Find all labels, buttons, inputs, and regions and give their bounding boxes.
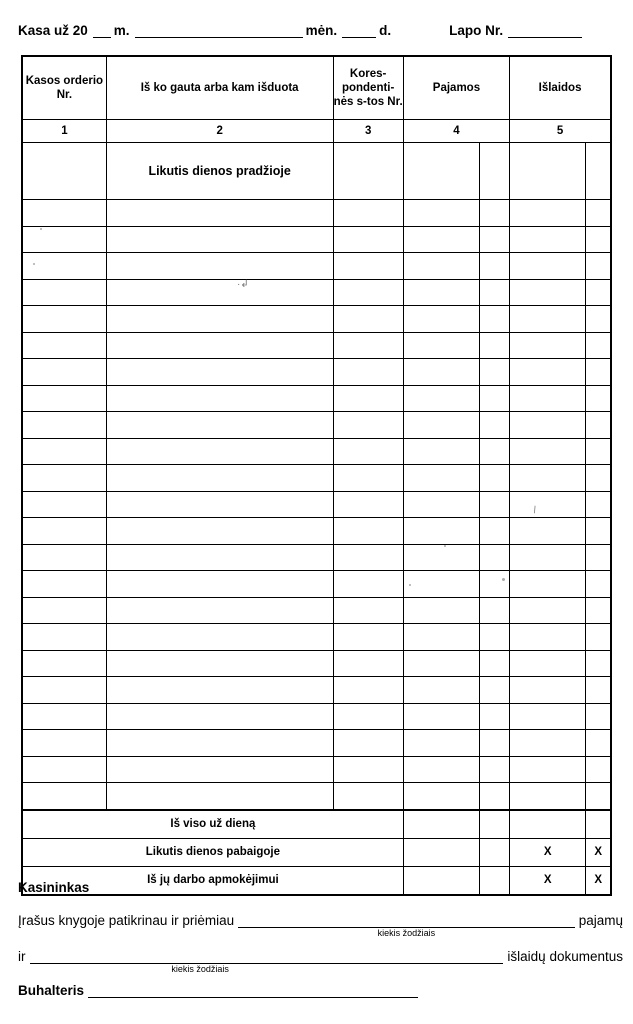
cell-pajamos[interactable] xyxy=(403,756,479,783)
cell-islaidos-cents[interactable] xyxy=(586,306,611,333)
islaidu-dokumentus-label: išlaidų dokumentus xyxy=(507,949,623,964)
col-number-3: 3 xyxy=(333,120,403,143)
lapo-nr-blank[interactable] xyxy=(508,24,582,38)
cell-islaidos-cents[interactable] xyxy=(586,730,611,757)
cell-pajamos-cents[interactable] xyxy=(480,438,510,465)
cell-pajamos[interactable] xyxy=(403,332,479,359)
cell-islaidos[interactable] xyxy=(510,650,586,677)
cell-orderio-nr[interactable] xyxy=(22,518,106,545)
footer-row-buhalteris xyxy=(18,983,623,998)
cell-pajamos[interactable] xyxy=(403,465,479,492)
cell-pajamos-cents[interactable] xyxy=(480,703,510,730)
cell-pajamos-cents[interactable] xyxy=(480,597,510,624)
table-row[interactable] xyxy=(22,756,611,783)
lapo-nr-label: Lapo Nr. xyxy=(449,23,504,38)
cell-orderio-nr[interactable] xyxy=(22,359,106,386)
summary-islaidos[interactable] xyxy=(510,810,586,839)
cell-pajamos[interactable] xyxy=(403,518,479,545)
cell-islaidos[interactable] xyxy=(510,412,586,439)
kasa-uz-label: Kasa už 20 xyxy=(18,23,88,38)
scan-speck xyxy=(444,545,446,547)
ir-label: ir xyxy=(18,949,26,964)
cell-orderio-nr[interactable] xyxy=(22,650,106,677)
pajamu-count-blank[interactable] xyxy=(238,914,575,938)
cell-pajamos[interactable] xyxy=(403,544,479,571)
pajamu-label: pajamų xyxy=(578,913,623,928)
table-row[interactable] xyxy=(22,730,611,757)
cell-islaidos[interactable] xyxy=(510,703,586,730)
cell-korespondentine[interactable] xyxy=(333,226,403,253)
faint-pencil-mark: \ xyxy=(531,504,538,517)
cell-pajamos-cents[interactable] xyxy=(480,200,510,227)
footer-row-ir xyxy=(18,949,623,974)
cell-description[interactable] xyxy=(106,465,333,492)
col-number-5: 5 xyxy=(510,120,611,143)
cell-islaidos-cents[interactable] xyxy=(586,332,611,359)
cell-pajamos[interactable] xyxy=(403,730,479,757)
faint-pencil-mark: ·↲ xyxy=(237,279,249,290)
cell-islaidos[interactable] xyxy=(510,143,586,200)
cell-description[interactable] xyxy=(106,200,333,227)
col-number-4: 4 xyxy=(403,120,509,143)
scan-speck xyxy=(33,263,35,265)
table-row[interactable] xyxy=(22,544,611,571)
cell-pajamos[interactable] xyxy=(403,226,479,253)
cell-description[interactable] xyxy=(106,571,333,598)
likutis-dienos-pradzioje-label: Likutis dienos pradžioje xyxy=(148,164,291,178)
cell-islaidos-cents[interactable] xyxy=(586,253,611,280)
cell-pajamos[interactable] xyxy=(403,385,479,412)
cell-islaidos-cents[interactable] xyxy=(586,703,611,730)
cell-islaidos-cents[interactable] xyxy=(586,200,611,227)
table-row[interactable] xyxy=(22,279,611,306)
cell-korespondentine[interactable] xyxy=(333,279,403,306)
cell-islaidos[interactable] xyxy=(510,200,586,227)
table-row[interactable] xyxy=(22,677,611,704)
cell-orderio-nr[interactable] xyxy=(22,624,106,651)
cell-islaidos-cents[interactable] xyxy=(586,491,611,518)
table-row[interactable] xyxy=(22,518,611,545)
cell-pajamos-cents[interactable] xyxy=(480,412,510,439)
col-header-islaidos: Išlaidos xyxy=(510,56,611,120)
col-number-2: 2 xyxy=(106,120,333,143)
summary-islaidos-cents-x: X xyxy=(586,866,611,895)
table-row[interactable] xyxy=(22,624,611,651)
cell-pajamos-cents[interactable] xyxy=(480,306,510,333)
cell-orderio-nr[interactable] xyxy=(22,438,106,465)
cell-korespondentine[interactable] xyxy=(333,677,403,704)
cell-orderio-nr[interactable] xyxy=(22,465,106,492)
cell-islaidos-cents[interactable] xyxy=(586,650,611,677)
table-column-number-row xyxy=(22,120,611,143)
cell-korespondentine[interactable] xyxy=(333,465,403,492)
cell-description[interactable] xyxy=(106,438,333,465)
cell-islaidos-cents[interactable] xyxy=(586,385,611,412)
summary-pajamos-cents[interactable] xyxy=(480,838,510,866)
table-row[interactable] xyxy=(22,597,611,624)
cell-description[interactable] xyxy=(106,703,333,730)
cell-description[interactable] xyxy=(106,226,333,253)
cell-pajamos-cents[interactable] xyxy=(480,783,510,810)
cell-orderio-nr[interactable] xyxy=(22,412,106,439)
cell-islaidos-cents[interactable] xyxy=(586,412,611,439)
table-row[interactable] xyxy=(22,332,611,359)
cell-korespondentine[interactable] xyxy=(333,438,403,465)
summary-islaidos-x: X xyxy=(510,866,586,895)
day-blank[interactable] xyxy=(342,24,376,38)
table-row[interactable] xyxy=(22,359,611,386)
cell-orderio-nr[interactable] xyxy=(22,677,106,704)
cell-orderio-nr[interactable] xyxy=(22,571,106,598)
summary-islaidos-x: X xyxy=(510,838,586,866)
table-row[interactable] xyxy=(22,783,611,810)
cell-description[interactable] xyxy=(106,332,333,359)
scan-speck xyxy=(502,578,505,581)
cell-islaidos-cents[interactable] xyxy=(586,438,611,465)
cell-orderio-nr[interactable] xyxy=(22,703,106,730)
cell-pajamos[interactable] xyxy=(403,253,479,280)
cell-islaidos-cents[interactable] xyxy=(586,756,611,783)
summary-label-is-ju-darbo-apmokejimui: Iš jų darbo apmokėjimui xyxy=(22,866,403,895)
cell-description[interactable] xyxy=(106,597,333,624)
cell-islaidos[interactable] xyxy=(510,226,586,253)
summary-pajamos-cents[interactable] xyxy=(480,810,510,839)
cell-orderio-nr[interactable] xyxy=(22,544,106,571)
cell-islaidos[interactable] xyxy=(510,465,586,492)
cell-korespondentine[interactable] xyxy=(333,571,403,598)
summary-pajamos[interactable] xyxy=(403,838,479,866)
irasus-label: Įrašus knygoje patikrinau ir priėmiau xyxy=(18,913,235,928)
cell-islaidos[interactable] xyxy=(510,306,586,333)
cell-islaidos-cents[interactable] xyxy=(586,226,611,253)
summary-pajamos[interactable] xyxy=(403,810,479,839)
cell-pajamos-cents[interactable] xyxy=(480,143,510,200)
cell-pajamos-cents[interactable] xyxy=(480,253,510,280)
cell-pajamos[interactable] xyxy=(403,571,479,598)
cell-korespondentine[interactable] xyxy=(333,143,403,200)
table-header-row xyxy=(22,56,611,120)
cell-description[interactable] xyxy=(106,624,333,651)
kasininkas-signature-blank[interactable] xyxy=(93,881,395,895)
table-row[interactable] xyxy=(22,571,611,598)
cell-description[interactable] xyxy=(106,412,333,439)
summary-row-total-day[interactable] xyxy=(22,810,611,839)
menuo-label: mėn. xyxy=(305,23,338,38)
cell-description[interactable] xyxy=(106,385,333,412)
kasininkas-label: Kasininkas xyxy=(18,880,90,895)
cell-orderio-nr[interactable] xyxy=(22,385,106,412)
col-header-pajamos: Pajamos xyxy=(403,56,509,120)
cell-orderio-nr[interactable] xyxy=(22,143,106,200)
cell-korespondentine[interactable] xyxy=(333,650,403,677)
cell-islaidos[interactable] xyxy=(510,385,586,412)
cell-islaidos-cents[interactable] xyxy=(586,544,611,571)
scan-speck xyxy=(40,228,42,230)
cell-korespondentine[interactable] xyxy=(333,703,403,730)
diena-label: d. xyxy=(379,23,392,38)
cell-pajamos-cents[interactable] xyxy=(480,385,510,412)
col-header-korespondentines-stos-nr: Kores- pondenti- nės s-tos Nr. xyxy=(333,56,403,120)
cell-description[interactable] xyxy=(106,253,333,280)
cell-pajamos-cents[interactable] xyxy=(480,571,510,598)
cell-korespondentine[interactable] xyxy=(333,783,403,810)
table-row[interactable] xyxy=(22,412,611,439)
cell-pajamos-cents[interactable] xyxy=(480,544,510,571)
cell-pajamos[interactable] xyxy=(403,306,479,333)
cell-korespondentine[interactable] xyxy=(333,385,403,412)
cell-islaidos[interactable] xyxy=(510,518,586,545)
cell-orderio-nr[interactable] xyxy=(22,730,106,757)
cell-islaidos[interactable] xyxy=(510,624,586,651)
cell-korespondentine[interactable] xyxy=(333,624,403,651)
cell-islaidos[interactable] xyxy=(510,597,586,624)
cell-pajamos-cents[interactable] xyxy=(480,279,510,306)
cell-islaidos[interactable] xyxy=(510,730,586,757)
cell-islaidos[interactable] xyxy=(510,438,586,465)
summary-row-closing-balance[interactable] xyxy=(22,838,611,866)
cell-pajamos-cents[interactable] xyxy=(480,359,510,386)
cell-pajamos-cents[interactable] xyxy=(480,677,510,704)
cell-islaidos[interactable] xyxy=(510,359,586,386)
cell-orderio-nr[interactable] xyxy=(22,306,106,333)
cell-islaidos-cents[interactable] xyxy=(586,143,611,200)
summary-islaidos-cents-x: X xyxy=(586,838,611,866)
cell-korespondentine[interactable] xyxy=(333,253,403,280)
cell-islaidos[interactable] xyxy=(510,677,586,704)
metai-label: m. xyxy=(113,23,130,38)
buhalteris-signature-blank[interactable] xyxy=(88,984,418,998)
cell-description[interactable] xyxy=(106,306,333,333)
cell-islaidos[interactable] xyxy=(510,756,586,783)
scan-speck xyxy=(409,584,411,586)
cell-opening-balance-label xyxy=(106,143,333,200)
col-header-kasos-orderio-nr: Kasos orderio Nr. xyxy=(22,56,106,120)
cell-description[interactable] xyxy=(106,518,333,545)
cell-orderio-nr[interactable] xyxy=(22,200,106,227)
cell-pajamos-cents[interactable] xyxy=(480,518,510,545)
cell-orderio-nr[interactable] xyxy=(22,597,106,624)
cash-book-table xyxy=(21,55,612,896)
cell-korespondentine[interactable] xyxy=(333,359,403,386)
cell-pajamos-cents[interactable] xyxy=(480,465,510,492)
cell-pajamos-cents[interactable] xyxy=(480,730,510,757)
cell-pajamos-cents[interactable] xyxy=(480,332,510,359)
footer-row-kasininkas xyxy=(18,880,623,895)
table-row-opening-balance[interactable] xyxy=(22,143,611,200)
cell-description[interactable] xyxy=(106,730,333,757)
cell-orderio-nr[interactable] xyxy=(22,756,106,783)
month-blank[interactable] xyxy=(135,24,303,38)
cell-pajamos[interactable] xyxy=(403,359,479,386)
cell-description[interactable] xyxy=(106,677,333,704)
year-blank[interactable] xyxy=(93,24,111,38)
cell-islaidos[interactable] xyxy=(510,783,586,810)
cell-islaidos-cents[interactable] xyxy=(586,624,611,651)
cell-islaidos[interactable] xyxy=(510,544,586,571)
cell-korespondentine[interactable] xyxy=(333,730,403,757)
cell-islaidos[interactable] xyxy=(510,279,586,306)
summary-islaidos-cents[interactable] xyxy=(586,810,611,839)
cell-islaidos-cents[interactable] xyxy=(586,518,611,545)
table-row[interactable] xyxy=(22,650,611,677)
cell-description[interactable] xyxy=(106,650,333,677)
table-row[interactable] xyxy=(22,465,611,492)
col-number-1: 1 xyxy=(22,120,106,143)
cell-pajamos[interactable] xyxy=(403,597,479,624)
cell-pajamos[interactable] xyxy=(403,412,479,439)
table-row[interactable] xyxy=(22,491,611,518)
cell-korespondentine[interactable] xyxy=(333,597,403,624)
cell-pajamos[interactable] xyxy=(403,677,479,704)
buhalteris-label: Buhalteris xyxy=(18,983,85,998)
table-row[interactable] xyxy=(22,200,611,227)
cell-pajamos[interactable] xyxy=(403,491,479,518)
cell-pajamos[interactable] xyxy=(403,703,479,730)
cell-islaidos-cents[interactable] xyxy=(586,465,611,492)
cell-islaidos[interactable] xyxy=(510,253,586,280)
cell-orderio-nr[interactable] xyxy=(22,253,106,280)
cell-pajamos[interactable] xyxy=(403,200,479,227)
cell-orderio-nr[interactable] xyxy=(22,226,106,253)
table-row[interactable] xyxy=(22,385,611,412)
cell-islaidos-cents[interactable] xyxy=(586,597,611,624)
cell-orderio-nr[interactable] xyxy=(22,491,106,518)
summary-label-is-viso-uz-diena: Iš viso už dieną xyxy=(22,810,403,839)
summary-label-likutis-dienos-pabaigoje: Likutis dienos pabaigoje xyxy=(22,838,403,866)
kiekis-zodziais-hint-2: kiekis žodžiais xyxy=(171,964,229,974)
cell-pajamos-cents[interactable] xyxy=(480,491,510,518)
cell-pajamos-cents[interactable] xyxy=(480,226,510,253)
table-row[interactable] xyxy=(22,438,611,465)
cell-orderio-nr[interactable] xyxy=(22,332,106,359)
cell-islaidos[interactable] xyxy=(510,491,586,518)
cell-pajamos[interactable] xyxy=(403,438,479,465)
cell-pajamos[interactable] xyxy=(403,783,479,810)
cell-description[interactable] xyxy=(106,359,333,386)
cell-pajamos[interactable] xyxy=(403,650,479,677)
table-row[interactable] xyxy=(22,306,611,333)
cell-pajamos-cents[interactable] xyxy=(480,756,510,783)
table-row[interactable] xyxy=(22,226,611,253)
col-header-is-ko-gauta: Iš ko gauta arba kam išduota xyxy=(106,56,333,120)
cell-orderio-nr[interactable] xyxy=(22,783,106,810)
cell-islaidos[interactable] xyxy=(510,571,586,598)
cell-korespondentine[interactable] xyxy=(333,332,403,359)
cell-korespondentine[interactable] xyxy=(333,306,403,333)
cell-pajamos[interactable] xyxy=(403,624,479,651)
cell-islaidos-cents[interactable] xyxy=(586,677,611,704)
cell-korespondentine[interactable] xyxy=(333,412,403,439)
form-header-line xyxy=(18,14,618,38)
cell-korespondentine[interactable] xyxy=(333,200,403,227)
kiekis-zodziais-hint-1: kiekis žodžiais xyxy=(377,928,436,938)
cell-description[interactable] xyxy=(106,544,333,571)
cell-islaidos-cents[interactable] xyxy=(586,783,611,810)
table-row[interactable] xyxy=(22,703,611,730)
cell-korespondentine[interactable] xyxy=(333,491,403,518)
cell-orderio-nr[interactable] xyxy=(22,279,106,306)
cell-islaidos-cents[interactable] xyxy=(586,571,611,598)
cash-book-table-wrap xyxy=(21,55,612,896)
cell-pajamos[interactable] xyxy=(403,279,479,306)
cell-description[interactable] xyxy=(106,756,333,783)
cell-pajamos[interactable] xyxy=(403,143,479,200)
cell-description[interactable] xyxy=(106,491,333,518)
cell-korespondentine[interactable] xyxy=(333,756,403,783)
cell-korespondentine[interactable] xyxy=(333,544,403,571)
footer-row-irasus xyxy=(18,913,623,938)
cell-pajamos-cents[interactable] xyxy=(480,650,510,677)
cell-islaidos-cents[interactable] xyxy=(586,359,611,386)
cell-islaidos-cents[interactable] xyxy=(586,279,611,306)
cell-islaidos[interactable] xyxy=(510,332,586,359)
cell-description[interactable] xyxy=(106,783,333,810)
table-body xyxy=(22,143,611,895)
table-row[interactable] xyxy=(22,253,611,280)
cell-pajamos-cents[interactable] xyxy=(480,624,510,651)
islaidu-count-blank[interactable] xyxy=(30,950,504,974)
cell-korespondentine[interactable] xyxy=(333,518,403,545)
form-footer xyxy=(18,880,623,1004)
cell-description[interactable] xyxy=(106,279,333,306)
